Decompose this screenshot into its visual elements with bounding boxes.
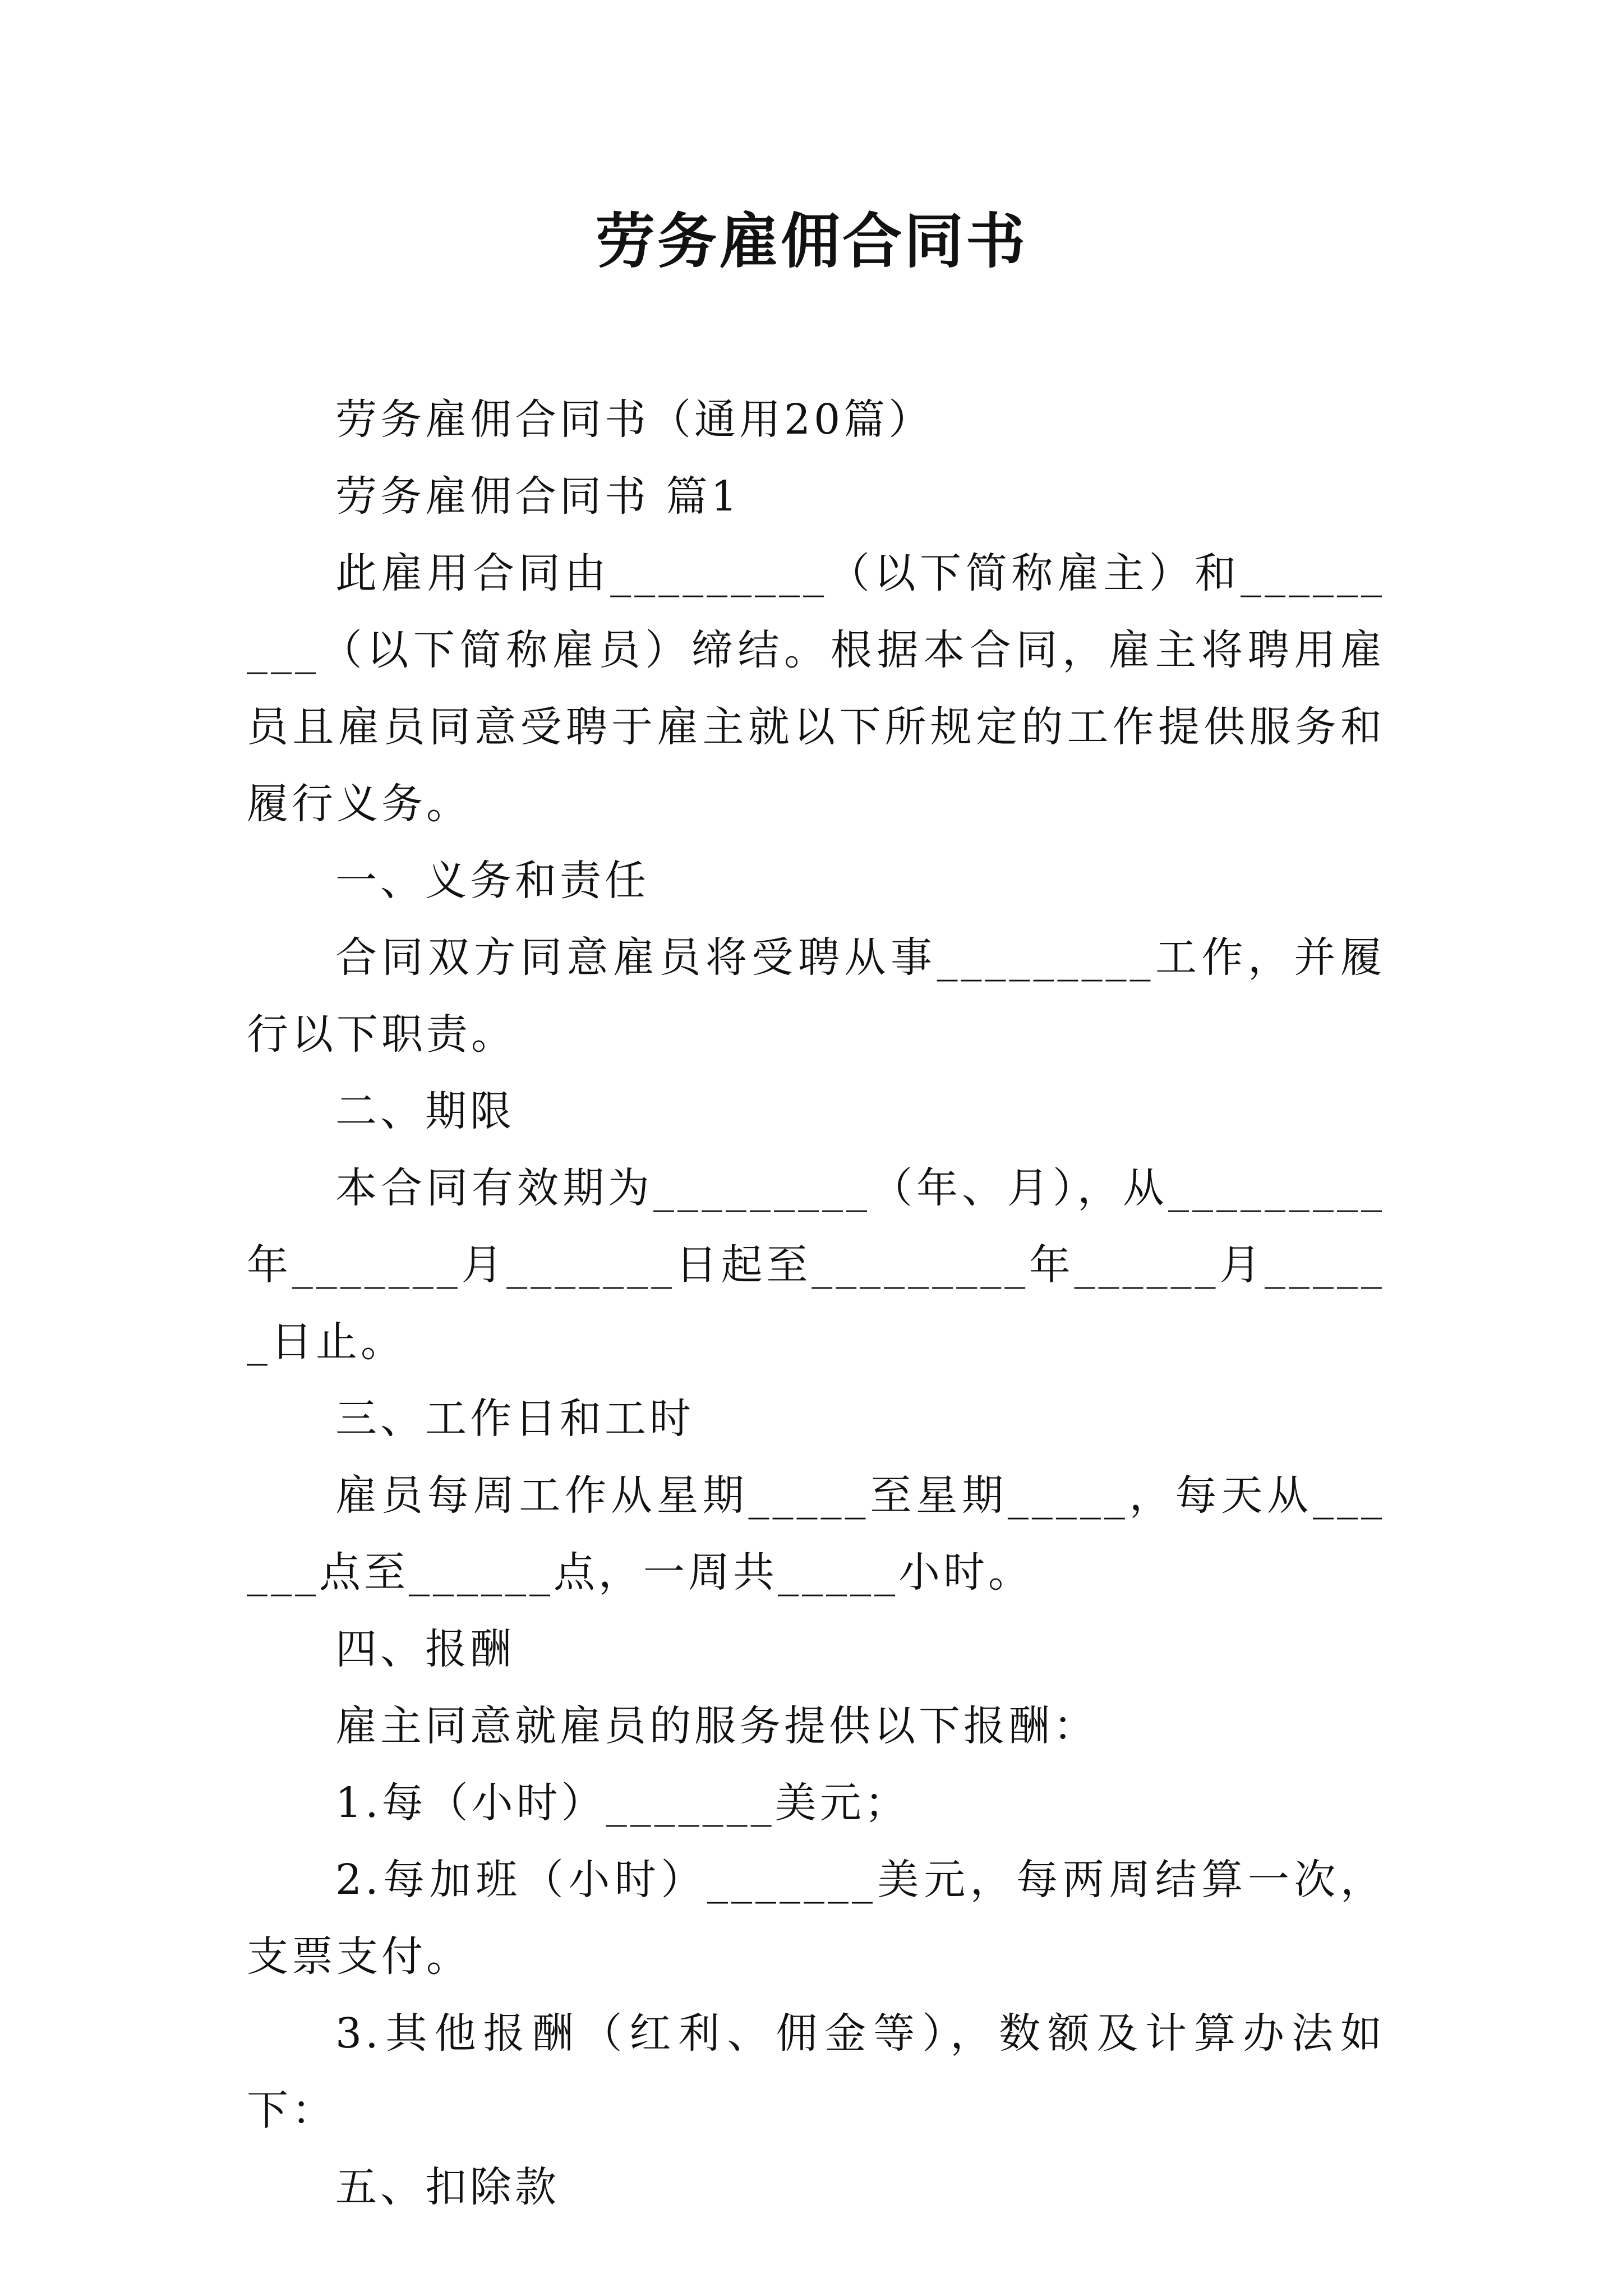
section-heading: 一、义务和责任 xyxy=(335,857,649,905)
paragraph: 雇员每周工作从星期_____至星期_____，每天从______点至______点，一周共_____小时。 xyxy=(247,1471,1385,1596)
document-title: 劳务雇佣合同书 xyxy=(596,206,1027,276)
subtitle: 劳务雇佣合同书（通用20篇） xyxy=(335,395,934,444)
paragraph: 本合同有效期为_________（年、月），从_________年_______月_______日起至_________年______月______日止。 xyxy=(247,1164,1385,1366)
section-heading: 四、报酬 xyxy=(335,1625,515,1673)
section-heading: 五、扣除款 xyxy=(335,2163,560,2211)
section-heading: 劳务雇佣合同书 篇1 xyxy=(335,472,741,521)
paragraph: 雇主同意就雇员的服务提供以下报酬： xyxy=(335,1702,1098,1750)
document-body xyxy=(247,381,1385,2226)
section-heading: 二、期限 xyxy=(335,1087,515,1135)
list-item: 3.其他报酬（红利、佣金等），数额及计算办法如下： xyxy=(247,2009,1385,2134)
list-item: 2.每加班（小时）_______美元，每两周结算一次，支票支付。 xyxy=(247,1856,1385,1981)
paragraph: 合同双方同意雇员将受聘从事_________工作，并履行以下职责。 xyxy=(247,933,1385,1059)
paragraph: 此雇用合同由_________（以下简称雇主）和_________（以下简称雇员）缔结。根据本合同，雇主将聘用雇员且雇员同意受聘于雇主就以下所规定的工作提供服务和履行义务。 xyxy=(247,549,1385,828)
list-item: 1.每（小时）_______美元； xyxy=(335,1779,910,1827)
section-heading: 三、工作日和工时 xyxy=(335,1395,694,1443)
